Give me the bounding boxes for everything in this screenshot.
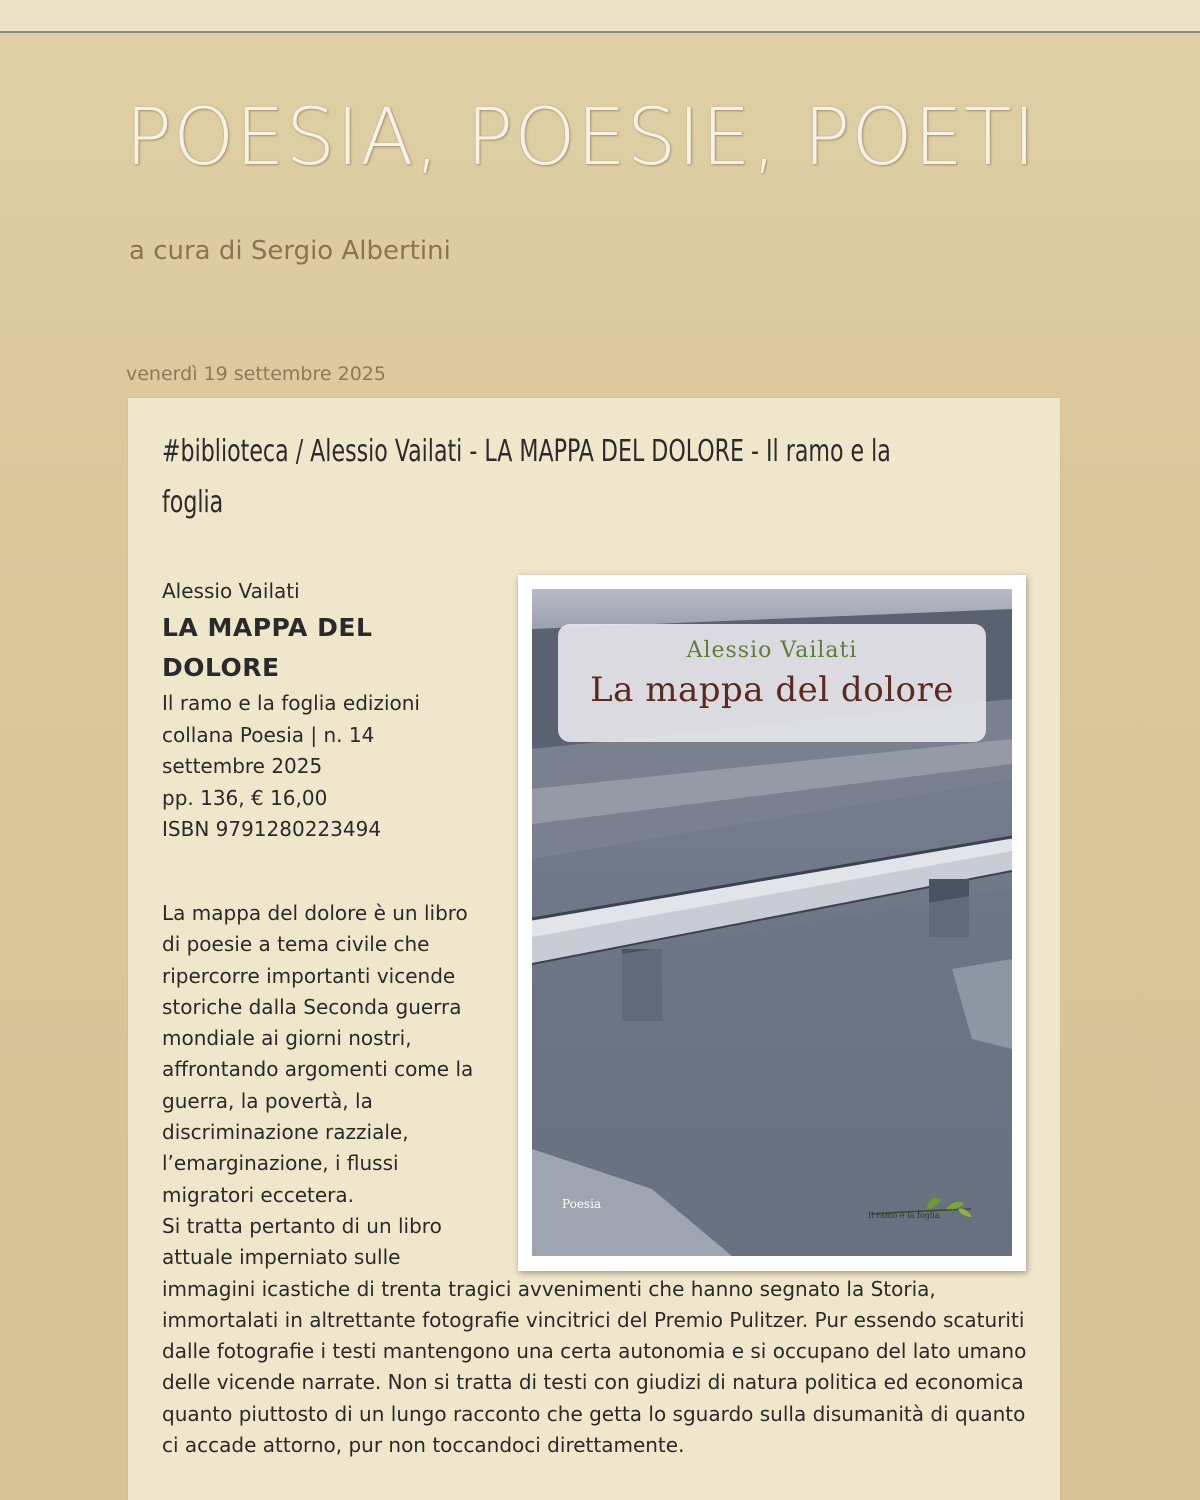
description-paragraph-1: La mappa del dolore è un libro di poesie a tema civile che ripercorre importanti vicende storiche dalla Seconda guerra mondiale ai giorni nostri, affrontando argomenti come la guerra, la povertà, la discriminazione razziale, l’emarginazione, i flussi migratori eccetera.: [162, 901, 474, 1207]
cover-title-panel: [558, 624, 986, 742]
book-cover-image[interactable]: [518, 575, 1026, 1271]
cover-series: Poesia: [562, 1197, 602, 1211]
blog-header: [0, 33, 1200, 363]
post-title-line-1[interactable]: #biblioteca / Alessio Vailati - LA MAPPA DEL DOLORE - Il ramo e la: [162, 434, 891, 469]
post-title-line-2[interactable]: foglia: [162, 485, 224, 520]
book-title: [162, 608, 492, 688]
book-author: Alessio Vailati: [162, 579, 300, 603]
browser-top-bar: [0, 0, 1200, 33]
book-pages-price: pp. 136, € 16,00: [162, 785, 328, 810]
book-cover: [532, 589, 1012, 1256]
post-title[interactable]: [162, 426, 1022, 528]
book-series: collana Poesia | n. 14: [162, 722, 375, 747]
book-isbn: ISBN 9791280223494: [162, 817, 382, 841]
description-paragraph-2: Si tratta pertanto di un libro attuale imperniato sulle immagini icastiche di trenta tragici avvenimenti che hanno segnato la Storia, immortalati in altrettante fotografie vincitrici del Premio Pulitzer. Pur essendo scaturiti dalle fotografie i testi mantengono una certa autonomia e si occupano del lato umano delle vicende narrate. Non si tratta di testi con giudizi di natura politica ed economica quanto piuttosto di un lungo racconto che getta lo sguardo sulla disumanità di quanto ci accade attorno, pur non toccandoci direttamente.: [162, 1213, 1027, 1458]
book-pub-date: settembre 2025: [162, 754, 323, 778]
blog-subtitle: a cura di Sergio Albertini: [129, 236, 451, 266]
cover-title: La mappa del dolore: [590, 670, 954, 710]
publisher-name: Il ramo e la foglia: [868, 1211, 940, 1220]
blog-title[interactable]: POESIA, POESIE, POETI: [125, 93, 1037, 183]
book-details: [162, 576, 492, 846]
blog-post: [128, 398, 1060, 1500]
post-date: venerdì 19 settembre 2025: [126, 363, 386, 385]
book-title-line-1: LA MAPPA DEL: [162, 613, 373, 642]
book-publisher: Il ramo e la foglia edizioni: [162, 691, 420, 715]
book-title-line-2: DOLORE: [162, 653, 280, 682]
cover-author: Alessio Vailati: [686, 638, 858, 663]
leaf-branch-icon: [866, 1189, 976, 1229]
publisher-logo: [866, 1189, 976, 1229]
